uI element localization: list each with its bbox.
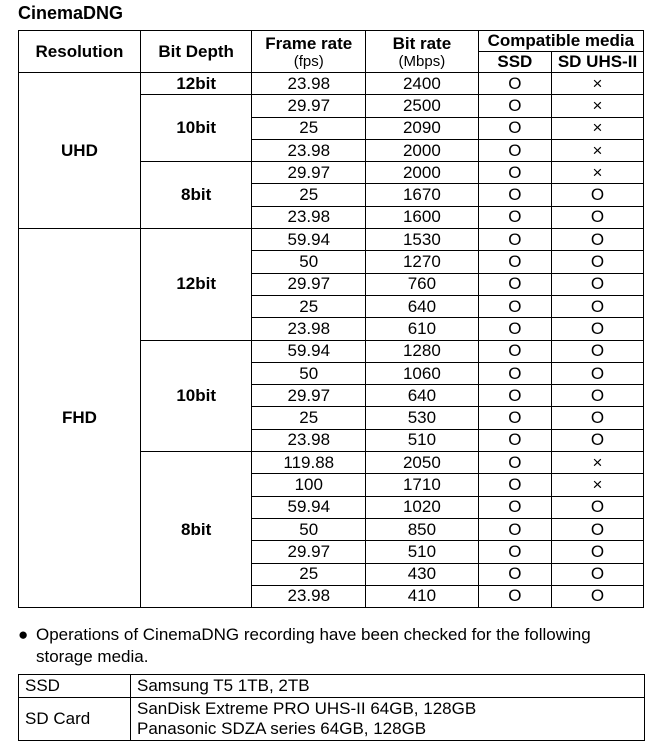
frame-rate-cell: 29.97 [252,385,366,407]
note [18,624,658,668]
sd-compat-cell: O [552,429,644,451]
frame-rate-cell: 25 [252,563,366,585]
frame-rate-cell: 119.88 [252,452,366,474]
frame-rate-cell: 29.97 [252,162,366,184]
bit-rate-cell: 2500 [366,95,479,117]
media-models-cell [131,698,645,741]
sd-compat-cell: O [552,541,644,563]
sd-compat-cell: O [552,273,644,295]
media-row [19,675,645,698]
sd-compat-cell: O [552,407,644,429]
bit-depth-cell: 8bit [140,162,252,229]
frame-rate-cell: 50 [252,518,366,540]
bit-depth-cell: 8bit [140,452,252,608]
bit-depth-cell: 12bit [140,73,252,95]
sd-compat-cell: × [552,162,644,184]
bit-rate-cell: 1020 [366,496,479,518]
bit-rate-cell: 640 [366,295,479,317]
sd-compat-cell: O [552,518,644,540]
sd-compat-cell: O [552,206,644,228]
frame-rate-cell: 23.98 [252,73,366,95]
frame-rate-cell: 29.97 [252,95,366,117]
bit-rate-cell: 1060 [366,362,479,384]
header-bit-rate-unit: (Mbps) [398,52,446,70]
ssd-compat-cell: O [478,585,551,607]
ssd-compat-cell: O [478,362,551,384]
sd-compat-cell: O [552,318,644,340]
bit-depth-cell: 10bit [140,340,252,451]
bit-rate-cell: 410 [366,585,479,607]
bit-rate-cell: 1670 [366,184,479,206]
bit-depth-cell: 10bit [140,95,252,162]
header-resolution: Resolution [19,31,141,73]
ssd-compat-cell: O [478,251,551,273]
bit-rate-cell: 1280 [366,340,479,362]
frame-rate-cell: 25 [252,295,366,317]
table-body [19,73,644,608]
bit-rate-cell: 510 [366,541,479,563]
ssd-compat-cell: O [478,474,551,496]
ssd-compat-cell: O [478,273,551,295]
bit-depth-cell: 12bit [140,229,252,340]
ssd-compat-cell: O [478,541,551,563]
frame-rate-cell: 25 [252,184,366,206]
bit-rate-cell: 1710 [366,474,479,496]
bit-rate-cell: 2050 [366,452,479,474]
note-line-1: Operations of CinemaDNG recording have been checked for the following [36,625,591,644]
sd-compat-cell: × [552,95,644,117]
frame-rate-cell: 23.98 [252,429,366,451]
sd-compat-cell: O [552,563,644,585]
ssd-compat-cell: O [478,117,551,139]
media-type-cell: SD Card [19,698,131,741]
bit-rate-cell: 610 [366,318,479,340]
sd-compat-cell: O [552,385,644,407]
frame-rate-cell: 29.97 [252,273,366,295]
storage-media-body [19,675,645,741]
frame-rate-cell: 25 [252,407,366,429]
bit-rate-cell: 1600 [366,206,479,228]
frame-rate-cell: 59.94 [252,340,366,362]
ssd-compat-cell: O [478,385,551,407]
sd-compat-cell: O [552,229,644,251]
ssd-compat-cell: O [478,318,551,340]
header-sd-uhs-ii: SD UHS-II [552,52,644,73]
sd-compat-cell: × [552,139,644,161]
bit-rate-cell: 760 [366,273,479,295]
ssd-compat-cell: O [478,139,551,161]
ssd-compat-cell: O [478,295,551,317]
bit-rate-cell: 1530 [366,229,479,251]
bit-rate-cell: 2000 [366,139,479,161]
ssd-compat-cell: O [478,73,551,95]
resolution-cell: FHD [19,229,141,608]
ssd-compat-cell: O [478,496,551,518]
media-models-cell [131,675,645,698]
frame-rate-cell: 59.94 [252,496,366,518]
ssd-compat-cell: O [478,95,551,117]
bit-rate-cell: 510 [366,429,479,451]
header-compatible-media: Compatible media [478,31,643,52]
bullet-icon: ● [18,625,29,644]
bit-rate-cell: 530 [366,407,479,429]
frame-rate-cell: 25 [252,117,366,139]
ssd-compat-cell: O [478,563,551,585]
media-model-line: Samsung T5 1TB, 2TB [137,676,310,695]
bit-rate-cell: 640 [366,385,479,407]
header-frame-rate-unit: (fps) [293,52,324,70]
ssd-compat-cell: O [478,206,551,228]
frame-rate-cell: 23.98 [252,206,366,228]
frame-rate-cell: 59.94 [252,229,366,251]
resolution-cell: UHD [19,73,141,229]
header-frame-rate [252,31,366,73]
ssd-compat-cell: O [478,184,551,206]
table-row [19,73,644,95]
ssd-compat-cell: O [478,407,551,429]
header-bit-rate [366,31,479,73]
cinemadng-table [18,30,644,608]
header-frame-rate-label: Frame rate [265,33,353,53]
frame-rate-cell: 50 [252,251,366,273]
ssd-compat-cell: O [478,340,551,362]
sd-compat-cell: O [552,295,644,317]
frame-rate-cell: 100 [252,474,366,496]
sd-compat-cell: O [552,496,644,518]
bit-rate-cell: 430 [366,563,479,585]
media-row [19,698,645,741]
media-model-line: SanDisk Extreme PRO UHS-II 64GB, 128GB [137,699,477,718]
sd-compat-cell: O [552,251,644,273]
header-bit-rate-label: Bit rate [392,33,452,53]
ssd-compat-cell: O [478,429,551,451]
note-line-2: storage media. [36,647,149,666]
ssd-compat-cell: O [478,162,551,184]
ssd-compat-cell: O [478,518,551,540]
bit-rate-cell: 2000 [366,162,479,184]
page-title: CinemaDNG [18,3,124,23]
header-row-1 [19,31,644,52]
bit-rate-cell: 1270 [366,251,479,273]
frame-rate-cell: 23.98 [252,318,366,340]
ssd-compat-cell: O [478,452,551,474]
frame-rate-cell: 29.97 [252,541,366,563]
media-type-cell: SSD [19,675,131,698]
header-ssd: SSD [478,52,551,73]
header-bit-depth: Bit Depth [140,31,252,73]
bit-rate-cell: 850 [366,518,479,540]
frame-rate-cell: 23.98 [252,139,366,161]
table-row [19,229,644,251]
sd-compat-cell: O [552,585,644,607]
storage-media-table [18,674,645,741]
sd-compat-cell: O [552,184,644,206]
frame-rate-cell: 23.98 [252,585,366,607]
bit-rate-cell: 2090 [366,117,479,139]
sd-compat-cell: O [552,362,644,384]
sd-compat-cell: × [552,117,644,139]
sd-compat-cell: × [552,73,644,95]
sd-compat-cell: × [552,452,644,474]
bit-rate-cell: 2400 [366,73,479,95]
ssd-compat-cell: O [478,229,551,251]
sd-compat-cell: × [552,474,644,496]
sd-compat-cell: O [552,340,644,362]
media-model-line: Panasonic SDZA series 64GB, 128GB [137,719,427,738]
frame-rate-cell: 50 [252,362,366,384]
